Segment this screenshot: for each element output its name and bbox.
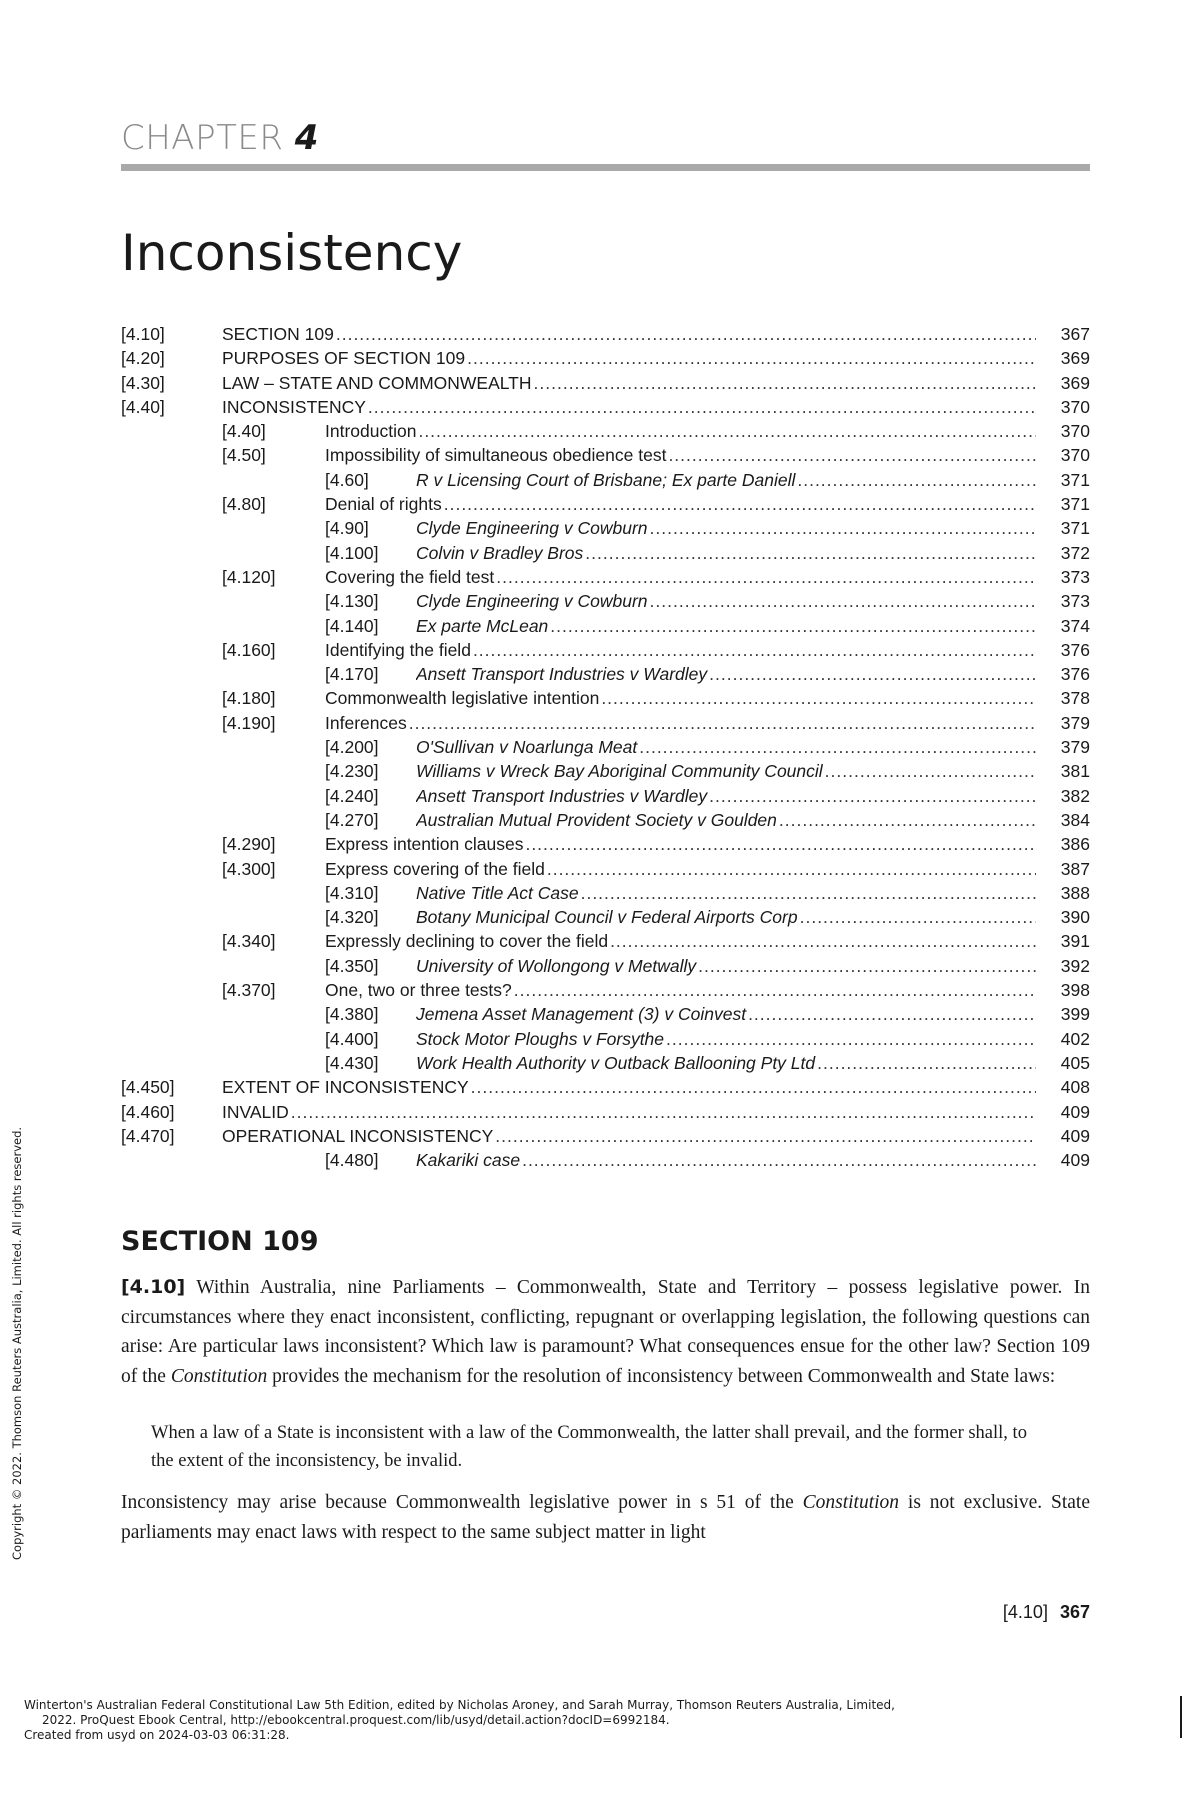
toc-entry xyxy=(121,929,1090,953)
toc-text xyxy=(416,759,1036,783)
toc-page: 376 xyxy=(1060,639,1090,660)
paragraph-2 xyxy=(121,1488,1090,1547)
toc-code: [4.120] xyxy=(222,566,276,587)
toc-code: [4.400] xyxy=(325,1028,379,1049)
toc-label: R v Licensing Court of Brisbane; Ex parte Daniell xyxy=(416,469,796,490)
toc-code: [4.240] xyxy=(325,785,379,806)
toc-label: Denial of rights xyxy=(325,494,442,515)
block-quote: When a law of a State is inconsistent with a law of the Commonwealth, the latter shall prevail, and the former shall, to the extent of the inconsistency, be invalid. xyxy=(151,1423,1027,1471)
toc-entry xyxy=(121,443,1090,467)
toc-text xyxy=(325,492,1036,516)
toc-code: [4.100] xyxy=(325,542,379,563)
toc-entry-case xyxy=(121,541,1090,565)
toc-entry xyxy=(121,711,1090,735)
toc-leader-dots xyxy=(639,735,1036,759)
toc-leader-dots xyxy=(601,686,1036,710)
toc-text xyxy=(325,832,1036,856)
toc-page: 372 xyxy=(1060,542,1090,563)
toc-label: Work Health Authority v Outback Ballooning Pty Ltd xyxy=(416,1052,816,1073)
toc-page: 402 xyxy=(1060,1028,1090,1049)
toc-page: 374 xyxy=(1060,615,1090,636)
toc-code: [4.340] xyxy=(222,931,276,952)
toc-code: [4.350] xyxy=(325,955,379,976)
toc-entry-case xyxy=(121,1027,1090,1051)
toc-label: Kakariki case xyxy=(416,1150,521,1171)
toc-leader-dots xyxy=(473,638,1036,662)
toc-label: Commonwealth legislative intention xyxy=(325,688,600,709)
toc-text xyxy=(222,322,1036,346)
toc-entry-case xyxy=(121,1002,1090,1026)
toc-page: 369 xyxy=(1060,372,1090,393)
toc-leader-dots xyxy=(525,832,1036,856)
paragraph2-italic: Constitution xyxy=(802,1492,900,1513)
toc-code: [4.380] xyxy=(325,1004,379,1025)
toc-text xyxy=(416,541,1036,565)
toc-leader-dots xyxy=(547,857,1036,881)
toc-leader-dots xyxy=(550,614,1036,638)
toc-leader-dots xyxy=(748,1002,1036,1026)
toc-code: [4.140] xyxy=(325,615,379,636)
toc-leader-dots xyxy=(825,759,1036,783)
toc-entry-case xyxy=(121,808,1090,832)
toc-text xyxy=(325,686,1036,710)
toc-leader-dots xyxy=(709,662,1036,686)
toc-code: [4.430] xyxy=(325,1052,379,1073)
toc-code: [4.190] xyxy=(222,712,276,733)
toc-page: 386 xyxy=(1060,834,1090,855)
toc-page: 409 xyxy=(1060,1125,1090,1146)
toc-leader-dots xyxy=(668,443,1036,467)
toc-page: 381 xyxy=(1060,761,1090,782)
toc-leader-dots xyxy=(418,419,1036,443)
toc-label: O'Sullivan v Noarlunga Meat xyxy=(416,737,638,758)
toc-leader-dots xyxy=(650,589,1036,613)
margin-bar xyxy=(1180,1696,1182,1738)
toc-code: [4.40] xyxy=(121,396,165,417)
toc-entry-case xyxy=(121,735,1090,759)
toc-code: [4.230] xyxy=(325,761,379,782)
toc-page: 373 xyxy=(1060,591,1090,612)
toc-text xyxy=(416,735,1036,759)
toc-leader-dots xyxy=(610,929,1036,953)
toc-entry-case xyxy=(121,1148,1090,1172)
toc-page: 390 xyxy=(1060,907,1090,928)
toc-entry-case xyxy=(121,468,1090,492)
side-copyright: Copyright © 2022. Thomson Reuters Australia, Limited. All rights reserved. xyxy=(10,1126,24,1560)
toc-leader-dots xyxy=(585,541,1036,565)
toc-page: 399 xyxy=(1060,1004,1090,1025)
toc-page: 376 xyxy=(1060,664,1090,685)
toc-page: 409 xyxy=(1060,1150,1090,1171)
toc-label: Colvin v Bradley Bros xyxy=(416,542,584,563)
toc-leader-dots xyxy=(709,784,1036,808)
toc-code: [4.480] xyxy=(325,1150,379,1171)
toc-text xyxy=(416,954,1036,978)
toc-code: [4.160] xyxy=(222,639,276,660)
toc-leader-dots xyxy=(522,1148,1036,1172)
toc-entry xyxy=(121,857,1090,881)
toc-leader-dots xyxy=(817,1051,1036,1075)
toc-label: INCONSISTENCY xyxy=(222,396,366,417)
toc-leader-dots xyxy=(336,322,1036,346)
toc-text xyxy=(416,1002,1036,1026)
toc-label: Australian Mutual Provident Society v Goulden xyxy=(416,809,777,830)
citation-line-3: Created from usyd on 2024-03-03 06:31:28. xyxy=(24,1728,290,1742)
toc-code: [4.470] xyxy=(121,1125,175,1146)
footer-ref: [4.10] xyxy=(1002,1602,1048,1622)
toc-code: [4.30] xyxy=(121,372,165,393)
toc-text xyxy=(222,346,1036,370)
toc-text xyxy=(325,711,1036,735)
toc-text xyxy=(222,1100,1036,1124)
paragraph-4-10 xyxy=(121,1273,1090,1391)
toc-entry xyxy=(121,978,1090,1002)
toc-entry-case xyxy=(121,516,1090,540)
toc-page: 379 xyxy=(1060,712,1090,733)
toc-label: Introduction xyxy=(325,421,417,442)
toc-page: 382 xyxy=(1060,785,1090,806)
toc-page: 371 xyxy=(1060,469,1090,490)
toc-text xyxy=(325,565,1036,589)
toc-label: Covering the field test xyxy=(325,566,495,587)
toc-code: [4.370] xyxy=(222,980,276,1001)
toc-leader-dots xyxy=(495,1124,1036,1148)
toc-entry-case xyxy=(121,614,1090,638)
toc-entry xyxy=(121,492,1090,516)
toc-page: 379 xyxy=(1060,737,1090,758)
chapter-rule xyxy=(121,164,1090,171)
toc-label: INVALID xyxy=(222,1101,289,1122)
toc-page: 367 xyxy=(1060,324,1090,344)
toc-entry-case xyxy=(121,784,1090,808)
toc-label: Express intention clauses xyxy=(325,834,524,855)
toc-page: 373 xyxy=(1060,566,1090,587)
toc-leader-dots xyxy=(471,1075,1036,1099)
toc-page: 409 xyxy=(1060,1101,1090,1122)
toc-page: 378 xyxy=(1060,688,1090,709)
table-of-contents xyxy=(121,322,1090,1172)
toc-code: [4.450] xyxy=(121,1077,175,1098)
toc-leader-dots xyxy=(797,468,1036,492)
chapter-label xyxy=(121,118,319,158)
citation-line-1: Winterton's Australian Federal Constitutional Law 5th Edition, edited by Nicholas Aroney, and Sarah Murray, Thomson Reuters Australia, Limited, xyxy=(24,1698,895,1712)
toc-label: Expressly declining to cover the field xyxy=(325,931,609,952)
page-number: 367 xyxy=(1059,1602,1090,1622)
toc-label: Native Title Act Case xyxy=(416,882,579,903)
toc-label: SECTION 109 xyxy=(222,324,334,344)
toc-page: 405 xyxy=(1060,1052,1090,1073)
toc-leader-dots xyxy=(800,905,1036,929)
paragraph2-text-a: Inconsistency may arise because Commonwealth legislative power in s 51 of the xyxy=(121,1492,803,1513)
toc-code: [4.320] xyxy=(325,907,379,928)
toc-label: Clyde Engineering v Cowburn xyxy=(416,518,648,539)
toc-entry-case xyxy=(121,954,1090,978)
toc-entry-case xyxy=(121,905,1090,929)
toc-leader-dots xyxy=(666,1027,1036,1051)
toc-leader-dots xyxy=(698,954,1036,978)
toc-entry-case xyxy=(121,1051,1090,1075)
paragraph-ref: [4.10] xyxy=(121,1276,186,1298)
toc-page: 408 xyxy=(1060,1077,1090,1098)
toc-leader-dots xyxy=(467,346,1036,370)
toc-page: 387 xyxy=(1060,858,1090,879)
toc-text xyxy=(416,784,1036,808)
toc-page: 371 xyxy=(1060,494,1090,515)
toc-label: OPERATIONAL INCONSISTENCY xyxy=(222,1125,494,1146)
paragraph2-text-b: is not exclusive. State parliaments may enact laws with respect to the same subject matter in light xyxy=(121,1492,1090,1543)
toc-text xyxy=(325,419,1036,443)
toc-entry-case xyxy=(121,662,1090,686)
toc-page: 370 xyxy=(1060,445,1090,466)
toc-label: Ex parte McLean xyxy=(416,615,549,636)
toc-leader-dots xyxy=(779,808,1036,832)
toc-page: 370 xyxy=(1060,396,1090,417)
toc-label: Clyde Engineering v Cowburn xyxy=(416,591,648,612)
section-heading: SECTION 109 xyxy=(121,1226,319,1257)
toc-entry xyxy=(121,638,1090,662)
toc-text xyxy=(416,468,1036,492)
chapter-number: 4 xyxy=(294,118,319,158)
toc-code: [4.60] xyxy=(325,469,369,490)
toc-code: [4.90] xyxy=(325,518,369,539)
toc-label: Williams v Wreck Bay Aboriginal Community Council xyxy=(416,761,823,782)
toc-label: Express covering of the field xyxy=(325,858,545,879)
toc-code: [4.270] xyxy=(325,809,379,830)
toc-text xyxy=(416,905,1036,929)
toc-text xyxy=(416,881,1036,905)
toc-text xyxy=(416,1051,1036,1075)
toc-leader-dots xyxy=(409,711,1036,735)
toc-text xyxy=(325,638,1036,662)
toc-page: 371 xyxy=(1060,518,1090,539)
toc-code: [4.300] xyxy=(222,858,276,879)
toc-label: Inferences xyxy=(325,712,407,733)
toc-entry xyxy=(121,395,1090,419)
toc-text xyxy=(416,614,1036,638)
toc-label: Identifying the field xyxy=(325,639,471,660)
toc-page: 384 xyxy=(1060,809,1090,830)
toc-entry xyxy=(121,1075,1090,1099)
toc-entry xyxy=(121,322,1090,346)
toc-label: LAW – STATE AND COMMONWEALTH xyxy=(222,372,532,393)
toc-entry xyxy=(121,1100,1090,1124)
toc-code: [4.310] xyxy=(325,882,379,903)
toc-code: [4.200] xyxy=(325,737,379,758)
toc-entry xyxy=(121,371,1090,395)
toc-code: [4.20] xyxy=(121,348,165,369)
page-footer xyxy=(1003,1602,1090,1623)
toc-label: PURPOSES OF SECTION 109 xyxy=(222,348,466,369)
toc-label: Jemena Asset Management (3) v Coinvest xyxy=(416,1004,747,1025)
toc-entry xyxy=(121,565,1090,589)
toc-page: 391 xyxy=(1060,931,1090,952)
toc-entry xyxy=(121,419,1090,443)
toc-text xyxy=(325,978,1036,1002)
toc-entry-case xyxy=(121,881,1090,905)
toc-text xyxy=(416,662,1036,686)
toc-code: [4.170] xyxy=(325,664,379,685)
toc-text xyxy=(416,1027,1036,1051)
toc-label: EXTENT OF INCONSISTENCY xyxy=(222,1077,469,1098)
toc-entry xyxy=(121,686,1090,710)
toc-text xyxy=(325,857,1036,881)
toc-text xyxy=(222,395,1036,419)
toc-label: Ansett Transport Industries v Wardley xyxy=(416,664,708,685)
toc-entry xyxy=(121,346,1090,370)
toc-leader-dots xyxy=(291,1100,1036,1124)
toc-text xyxy=(222,1124,1036,1148)
toc-entry-case xyxy=(121,589,1090,613)
paragraph-text-b: provides the mechanism for the resolution of inconsistency between Commonwealth and State laws: xyxy=(267,1365,1056,1387)
toc-label: Ansett Transport Industries v Wardley xyxy=(416,785,708,806)
toc-label: University of Wollongong v Metwally xyxy=(416,955,697,976)
citation-line-2: 2022. ProQuest Ebook Central, http://ebookcentral.proquest.com/lib/usyd/detail.action?docID=6992184. xyxy=(42,1713,670,1727)
chapter-title: Inconsistency xyxy=(121,224,463,282)
toc-text xyxy=(416,808,1036,832)
toc-text xyxy=(416,589,1036,613)
toc-page: 370 xyxy=(1060,421,1090,442)
toc-page: 398 xyxy=(1060,980,1090,1001)
toc-label: Botany Municipal Council v Federal Airports Corp xyxy=(416,907,798,928)
toc-text xyxy=(325,929,1036,953)
toc-text xyxy=(416,1148,1036,1172)
toc-leader-dots xyxy=(496,565,1036,589)
toc-label: Stock Motor Ploughs v Forsythe xyxy=(416,1028,665,1049)
toc-leader-dots xyxy=(650,516,1036,540)
toc-leader-dots xyxy=(368,395,1036,419)
toc-text xyxy=(222,371,1036,395)
toc-label: One, two or three tests? xyxy=(325,980,512,1001)
paragraph-italic: Constitution xyxy=(170,1365,268,1387)
toc-code: [4.40] xyxy=(222,421,266,442)
toc-entry xyxy=(121,1124,1090,1148)
toc-page: 388 xyxy=(1060,882,1090,903)
toc-code: [4.80] xyxy=(222,494,266,515)
toc-code: [4.130] xyxy=(325,591,379,612)
toc-entry xyxy=(121,832,1090,856)
toc-label: Impossibility of simultaneous obedience test xyxy=(325,445,667,466)
toc-code: [4.290] xyxy=(222,834,276,855)
toc-page: 392 xyxy=(1060,955,1090,976)
toc-leader-dots xyxy=(514,978,1036,1002)
toc-text xyxy=(325,443,1036,467)
toc-leader-dots xyxy=(581,881,1036,905)
toc-code: [4.180] xyxy=(222,688,276,709)
toc-leader-dots xyxy=(444,492,1036,516)
paragraph-text-a: Within Australia, nine Parliaments – Commonwealth, State and Territory – possess legislative power. In circumstances where they enact inconsistent, conflicting, repugnant or overlapping legislation, the following questions can arise: Are particular laws inconsistent? Which law is paramount? What consequences ensue for the other law? Section 109 of the xyxy=(121,1277,1090,1387)
toc-leader-dots xyxy=(534,371,1036,395)
toc-code: [4.50] xyxy=(222,445,266,466)
chapter-word: CHAPTER xyxy=(121,118,284,158)
toc-entry-case xyxy=(121,759,1090,783)
toc-page: 369 xyxy=(1060,348,1090,369)
toc-text xyxy=(222,1075,1036,1099)
toc-text xyxy=(416,516,1036,540)
toc-code: [4.460] xyxy=(121,1101,175,1122)
toc-code: [4.10] xyxy=(121,324,165,344)
